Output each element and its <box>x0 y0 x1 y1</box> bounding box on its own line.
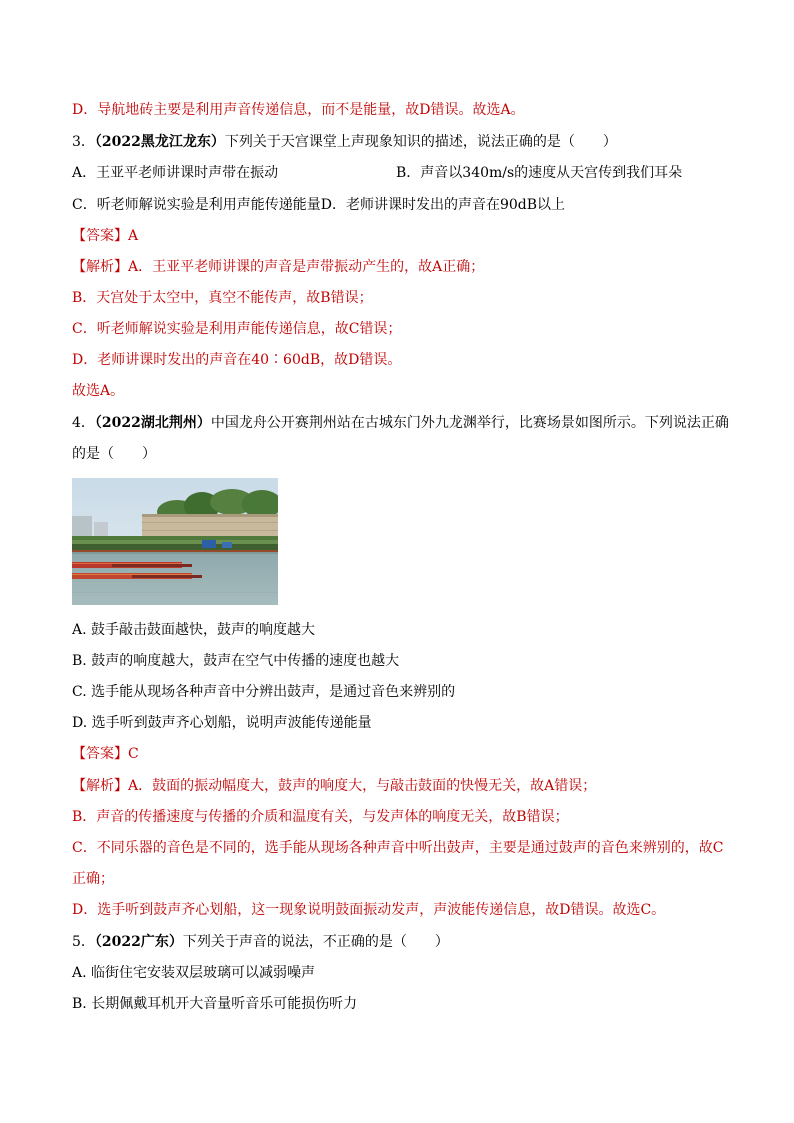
q3-conclusion: 故选A。 <box>72 383 125 399</box>
q4-option-c: C. 选手能从现场各种声音中分辨出鼓声，是通过音色来辨别的 <box>72 684 456 700</box>
q4-number: 4． <box>72 415 95 431</box>
answer-tag: 【答案】 <box>72 746 128 762</box>
q3-option-c: C．听老师解说实验是利用声能传递能量 <box>72 197 321 213</box>
q4-source: （2022湖北荆州） <box>94 415 211 431</box>
q3-question: 下列关于天宫课堂上声现象知识的描述，说法正确的是（ ） <box>224 134 617 150</box>
q3-explanation-d: D．老师讲课时发出的声音在40∶60dB，故D错误。 <box>72 352 402 368</box>
q4-explanation-c-line1: C．不同乐器的音色是不同的，选手能从现场各种声音中听出鼓声，主要是通过鼓声的音色来辨别的，故C <box>72 840 724 856</box>
q4-stem-line1 <box>72 413 734 433</box>
q3-option-d: D．老师讲课时发出的声音在90dB以上 <box>320 197 566 213</box>
q4-explanation-a <box>72 776 734 796</box>
explanation-text: A．鼓面的振动幅度大，鼓声的响度大，与敲击鼓面的快慢无关，故A错误； <box>128 778 597 794</box>
q5-question: 下列关于声音的说法，不正确的是（ ） <box>182 934 449 950</box>
q5-source: （2022广东） <box>94 934 183 950</box>
dragon-boat-race-photo <box>72 478 278 605</box>
q3-explanation-c: C．听老师解说实验是利用声能传递信息，故C错误； <box>72 321 402 337</box>
q5-option-a: A. 临街住宅安装双层玻璃可以减弱噪声 <box>72 965 316 981</box>
q4-question: 中国龙舟公开赛荆州站在古城东门外九龙渊举行，比赛场景如图所示。下列说法正确 <box>210 415 729 431</box>
q4-option-a: A. 鼓手敲击鼓面越快，鼓声的响度越大 <box>72 622 316 638</box>
explanation-tag: 【解析】 <box>72 778 128 794</box>
q5-stem <box>72 932 734 952</box>
answer-value: A <box>128 228 139 244</box>
q4-option-b: B. 鼓声的响度越大，鼓声在空气中传播的速度也越大 <box>72 653 400 669</box>
q3-option-b: B．声音以340m/s的速度从天宫传到我们耳朵 <box>396 165 683 181</box>
q3-explanation-b: B．天宫处于太空中，真空不能传声，故B错误； <box>72 290 373 306</box>
q3-options-row1 <box>72 163 734 183</box>
explanation-text: A．王亚平老师讲课的声音是声带振动产生的，故A正确； <box>128 259 485 275</box>
explanation-tag: 【解析】 <box>72 259 128 275</box>
q4-explanation-b: B．声音的传播速度与传播的介质和温度有关，与发声体的响度无关，故B错误； <box>72 809 569 825</box>
q3-number: 3． <box>72 134 95 150</box>
q3-explanation-a <box>72 257 734 277</box>
q3-source: （2022黑龙江龙东） <box>94 134 225 150</box>
q3-answer <box>72 226 734 246</box>
answer-value: C <box>128 746 139 762</box>
q2-option-d-explanation: D．导航地砖主要是利用声音传递信息，而不是能量，故D错误。故选A。 <box>72 102 525 118</box>
q5-number: 5． <box>72 934 95 950</box>
q4-explanation-d: D．选手听到鼓声齐心划船，这一现象说明鼓面振动发声，声波能传递信息，故D错误。故选C。 <box>72 902 666 918</box>
q3-options-row2 <box>72 195 734 215</box>
q5-option-b: B. 长期佩戴耳机开大音量听音乐可能损伤听力 <box>72 996 358 1012</box>
q4-explanation-c-line2: 正确； <box>72 871 114 887</box>
q4-answer <box>72 744 734 764</box>
q4-option-d: D. 选手听到鼓声齐心划船，说明声波能传递能量 <box>72 715 372 731</box>
answer-tag: 【答案】 <box>72 228 128 244</box>
q3-option-a: A．王亚平老师讲课时声带在振动 <box>72 165 279 181</box>
q4-stem-line2: 的是（ ） <box>72 446 156 462</box>
q3-stem <box>72 132 734 152</box>
